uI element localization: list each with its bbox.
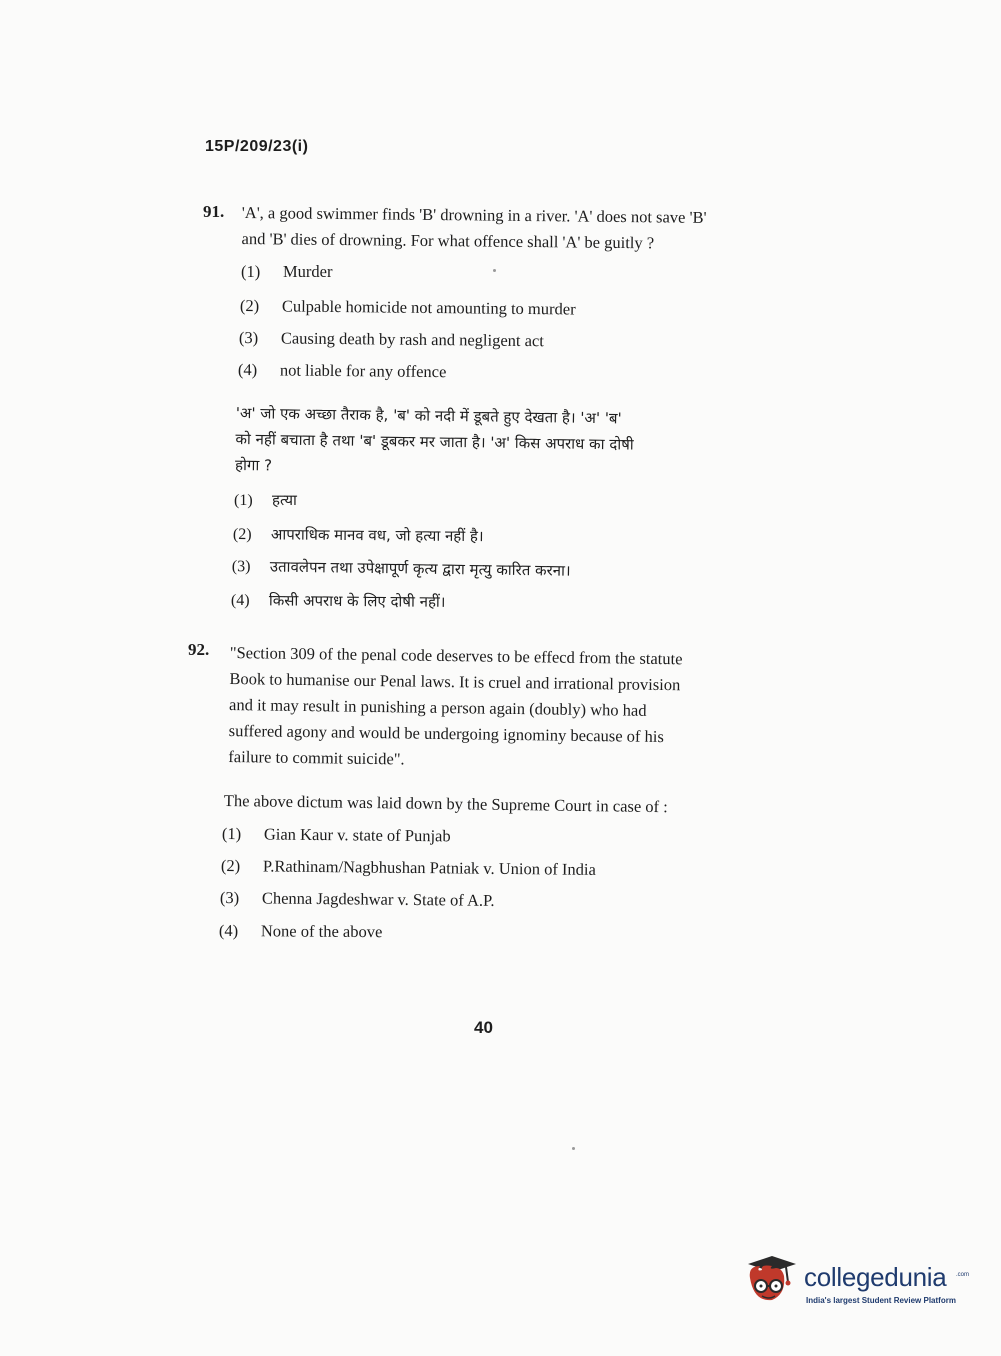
option-item [238, 360, 447, 382]
option-item [240, 296, 576, 320]
option-number: (2) [232, 525, 252, 544]
option-number: (1) [221, 824, 242, 844]
question-number: 92. [188, 640, 210, 659]
question-prompt: The above dictum was laid down by the Supreme Court in case of : [223, 790, 668, 817]
option-number: (1) [234, 492, 253, 509]
option-item [239, 328, 544, 351]
option-number: (3) [238, 328, 259, 348]
option-number: (3) [219, 888, 240, 908]
option-text: Gian Kaur v. state of Punjab [263, 824, 451, 846]
option-item [221, 856, 596, 880]
hindi-option-item [232, 556, 571, 581]
option-number: (4) [218, 921, 239, 941]
hindi-line: होगा ? [234, 455, 273, 475]
option-text: किसी अपराध के लिए दोषी नहीं। [268, 591, 446, 611]
hindi-option-item [234, 490, 297, 510]
hindi-option-item [231, 590, 446, 612]
option-item [220, 888, 495, 911]
option-item [241, 262, 332, 282]
question-line: and 'B' dies of drowning. For what offence shall 'A' be guitly ? [241, 228, 655, 253]
brand-tagline: India's largest Student Review Platform [806, 1296, 956, 1305]
brand-tld: .com [956, 1272, 970, 1278]
collegedunia-logo [742, 1250, 972, 1320]
option-text: हत्या [272, 491, 297, 509]
option-number: (1) [241, 262, 261, 281]
option-number: (4) [237, 360, 258, 380]
question-line: "Section 309 of the penal code deserves to be effecd from the statute [229, 642, 683, 669]
question-line: and it may result in punishing a person again (doubly) who had [228, 694, 647, 720]
hindi-line: 'अ' जो एक अच्छा तैराक है, 'ब' को नदी में डूबते हुए देखता है। 'अ' 'ब' [235, 403, 622, 428]
question-line: Book to humanise our Penal laws. It is cruel and irrational provision [229, 668, 681, 695]
student-mascot-icon [742, 1250, 802, 1310]
option-number: (2) [220, 856, 241, 876]
hindi-line: को नहीं बचाता है तथा 'ब' डूबकर मर जाता है। 'अ' किस अपराध का दोषी [235, 429, 634, 454]
option-text: Murder [283, 262, 333, 281]
option-text: Causing death by rash and negligent act [280, 328, 544, 351]
option-text: not liable for any offence [279, 360, 447, 382]
question-text [228, 640, 682, 776]
option-number: (4) [230, 591, 250, 610]
option-text: उतावलेपन तथा उपेक्षापूर्ण कृत्य द्वारा मृत्यु कारित करना। [269, 557, 571, 580]
hindi-question-text [235, 400, 634, 484]
question-number: 91. [203, 202, 225, 221]
page-number: 40 [474, 1018, 493, 1037]
question-text [241, 200, 706, 257]
scan-speck [572, 1147, 575, 1150]
question-line: failure to commit suicide". [228, 746, 405, 769]
option-text: Chenna Jagdeshwar v. State of A.P. [261, 888, 495, 910]
option-item [222, 824, 451, 846]
brand-name: collegedunia [804, 1262, 947, 1292]
paper-code: 15P/209/23(i) [205, 138, 309, 155]
hindi-option-item [233, 524, 484, 546]
option-item [219, 921, 383, 942]
option-text: None of the above [260, 921, 383, 942]
question-line: 'A', a good swimmer finds 'B' drowning in a river. 'A' does not save 'B' [241, 202, 707, 227]
question-line: suffered agony and would be undergoing ignominy because of his [228, 720, 664, 747]
option-number: (2) [239, 296, 260, 316]
option-text: Culpable homicide not amounting to murder [281, 296, 576, 319]
option-text: P.Rathinam/Nagbhushan Patniak v. Union of India [262, 856, 596, 879]
option-text: आपराधिक मानव वध, जो हत्या नहीं है। [270, 525, 484, 546]
scan-speck [493, 269, 496, 272]
option-number: (3) [231, 557, 251, 576]
